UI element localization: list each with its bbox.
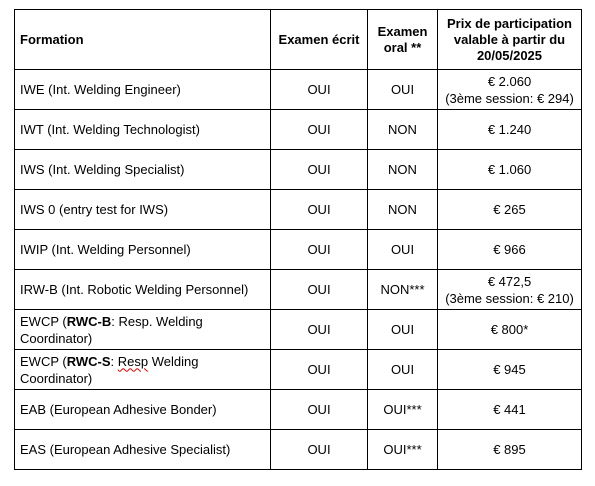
cell-examen-oral: OUI — [368, 350, 438, 390]
cell-prix: € 1.240 — [438, 110, 582, 150]
formation-prefix: EWCP ( — [20, 353, 67, 369]
table-row — [15, 390, 582, 430]
cell-prix — [438, 270, 582, 310]
formation-colon: : — [110, 353, 118, 369]
formation-prefix: EWCP ( — [20, 313, 67, 329]
formation-rest: : Resp. Welding Coordinator) — [20, 313, 203, 346]
formation-rest: Welding Coordinator) — [20, 353, 199, 386]
table-row — [15, 150, 582, 190]
table-row — [15, 310, 582, 350]
header-examen-ecrit: Examen écrit — [271, 10, 368, 70]
spellcheck-flagged-word[interactable]: Resp — [117, 353, 149, 369]
formation-code: RWC-S — [66, 353, 111, 369]
cell-examen-ecrit: OUI — [271, 230, 368, 270]
cell-formation: EAB (European Adhesive Bonder) — [15, 390, 271, 430]
price-table — [14, 9, 582, 470]
table-row — [15, 430, 582, 470]
cell-prix — [438, 70, 582, 110]
cell-formation: IWIP (Int. Welding Personnel) — [15, 230, 271, 270]
cell-examen-oral: NON — [368, 190, 438, 230]
cell-examen-ecrit: OUI — [271, 390, 368, 430]
cell-prix: € 945 — [438, 350, 582, 390]
cell-prix: € 1.060 — [438, 150, 582, 190]
table-row — [15, 270, 582, 310]
table-row — [15, 230, 582, 270]
cell-examen-oral: OUI — [368, 230, 438, 270]
cell-examen-ecrit: OUI — [271, 190, 368, 230]
cell-formation — [15, 310, 271, 350]
cell-formation: IWS 0 (entry test for IWS) — [15, 190, 271, 230]
price-value: € 2.060 — [487, 73, 532, 89]
cell-formation: EAS (European Adhesive Specialist) — [15, 430, 271, 470]
cell-examen-oral: OUI — [368, 310, 438, 350]
header-prix: Prix de participation valable à partir du 20/05/2025 — [438, 10, 582, 70]
cell-prix: € 966 — [438, 230, 582, 270]
cell-prix: € 265 — [438, 190, 582, 230]
cell-formation — [15, 350, 271, 390]
cell-prix: € 441 — [438, 390, 582, 430]
cell-examen-ecrit: OUI — [271, 110, 368, 150]
cell-formation: IRW-B (Int. Robotic Welding Personnel) — [15, 270, 271, 310]
cell-examen-ecrit: OUI — [271, 310, 368, 350]
table-header-row — [15, 10, 582, 70]
cell-examen-oral: NON*** — [368, 270, 438, 310]
header-formation: Formation — [15, 10, 271, 70]
cell-examen-ecrit: OUI — [271, 350, 368, 390]
cell-examen-ecrit: OUI — [271, 270, 368, 310]
price-note: (3ème session: € 294) — [445, 90, 574, 106]
header-examen-oral: Examen oral ** — [368, 10, 438, 70]
cell-examen-ecrit: OUI — [271, 150, 368, 190]
cell-examen-oral: NON — [368, 110, 438, 150]
cell-formation: IWE (Int. Welding Engineer) — [15, 70, 271, 110]
cell-examen-oral: OUI — [368, 70, 438, 110]
cell-prix: € 800* — [438, 310, 582, 350]
cell-examen-ecrit: OUI — [271, 430, 368, 470]
cell-examen-oral: OUI*** — [368, 430, 438, 470]
cell-formation: IWT (Int. Welding Technologist) — [15, 110, 271, 150]
price-value: € 472,5 — [487, 273, 532, 289]
cell-examen-oral: NON — [368, 150, 438, 190]
cell-prix: € 895 — [438, 430, 582, 470]
cell-examen-oral: OUI*** — [368, 390, 438, 430]
table-row — [15, 350, 582, 390]
table-row — [15, 110, 582, 150]
table-row — [15, 70, 582, 110]
table-row — [15, 190, 582, 230]
formation-code: RWC-B — [66, 313, 112, 329]
cell-examen-ecrit: OUI — [271, 70, 368, 110]
price-note: (3ème session: € 210) — [445, 290, 574, 306]
cell-formation: IWS (Int. Welding Specialist) — [15, 150, 271, 190]
